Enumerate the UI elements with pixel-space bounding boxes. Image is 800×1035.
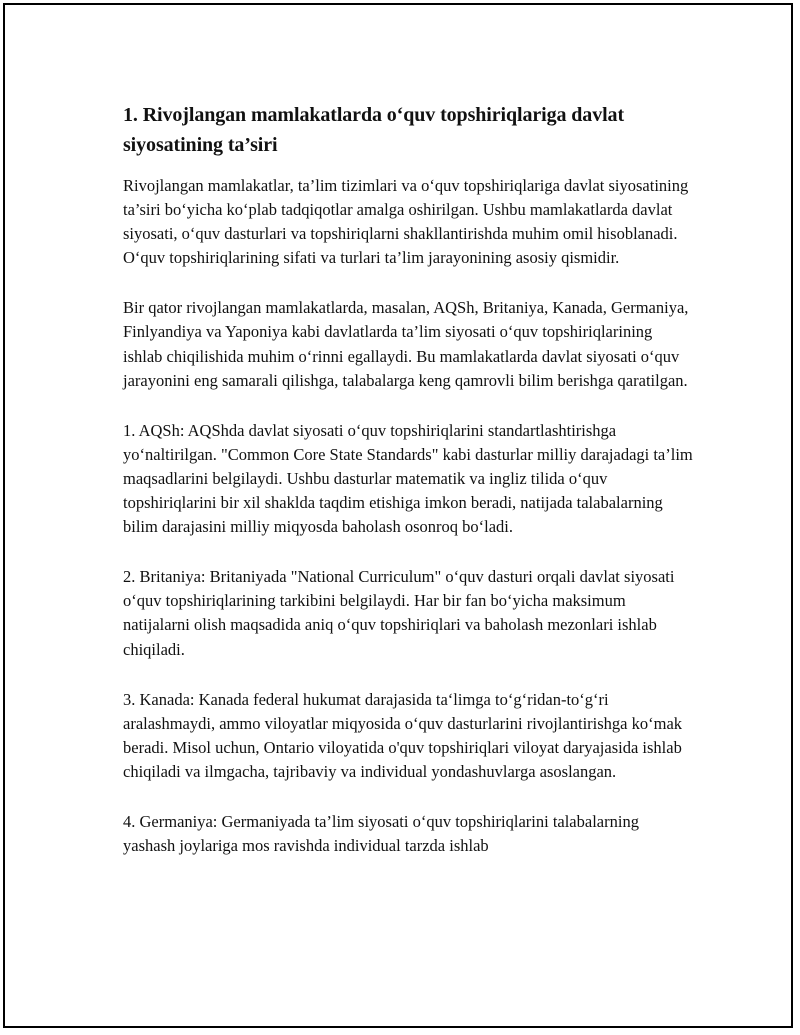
page-frame — [3, 3, 793, 1028]
intro-paragraph: Rivojlangan mamlakatlar, ta’lim tizimlari va o‘quv topshiriqlariga davlat siyosatining ta’siri bo‘yicha ko‘plab tadqiqotlar amalga oshirilgan. Ushbu mamlakatlarda davlat siyosati, o‘quv dasturlari va topshiriqlarni shakllantirishda muhim omil hisoblanadi. O‘quv topshiriqlarining sifati va turlari ta’lim jarayonining asosiy qismidir. — [123, 176, 689, 268]
germany-paragraph: 4. Germaniya: Germaniyada ta’lim siyosati o‘quv topshiriqlarini talabalarning yashash joylariga mos ravishda individual tarzda ishlab — [123, 811, 639, 856]
section-title: 1. Rivojlangan mamlakatlarda o‘quv topshiriqlariga davlat siyosatining ta’siri — [123, 104, 625, 156]
countries-paragraph: Bir qator rivojlangan mamlakatlarda, masalan, AQSh, Britaniya, Kanada, Germaniya, Finlyandiya va Yaponiya kabi davlatlarda ta’lim siyosati o‘quv topshiriqlarining ishlab chiqilishida muhim o‘rinni egallaydi. Bu mamlakatlarda davlat siyosati o‘quv jarayonini eng samarali qilishga, talabalarga keng qamrovli bilim berishga qaratilgan. — [123, 298, 689, 390]
britain-paragraph: 2. Britaniya: Britaniyada "National Curriculum" o‘quv dasturi orqali davlat siyosati o‘quv topshiriqlarining tarkibini belgilaydi. Har bir fan bo‘yicha maksimum natijalarni olish maqsadida aniq o‘quv topshiriqlari va baholash mezonlari ishlab chiqiladi. — [123, 567, 675, 659]
document-body — [123, 100, 693, 884]
canada-paragraph: 3. Kanada: Kanada federal hukumat darajasida ta‘limga to‘g‘ridan-to‘g‘ri aralashmaydi, ammo viloyatlar miqyosida o‘quv dasturlarini rivojlantirishga ko‘mak beradi. Misol uchun, Ontario viloyatida o'quv topshiriqlari viloyat daryajasida ishlab chiqiladi va ilmgacha, tajribaviy va individual yondashuvlarga asoslangan. — [123, 689, 683, 781]
usa-paragraph: 1. AQSh: AQShda davlat siyosati o‘quv topshiriqlarini standartlashtirishga yo‘naltirilgan. "Common Core State Standards" kabi dasturlar milliy darajadagi ta’lim maqsadlarini belgilaydi. Ushbu dasturlar matematik va ingliz tilida o‘quv topshiriqlarini bir xil shaklda taqdim etishiga imkon beradi, natijada talabalarning bilim darajasini milliy miqyosda baholash osonroq bo‘ladi. — [123, 420, 693, 537]
